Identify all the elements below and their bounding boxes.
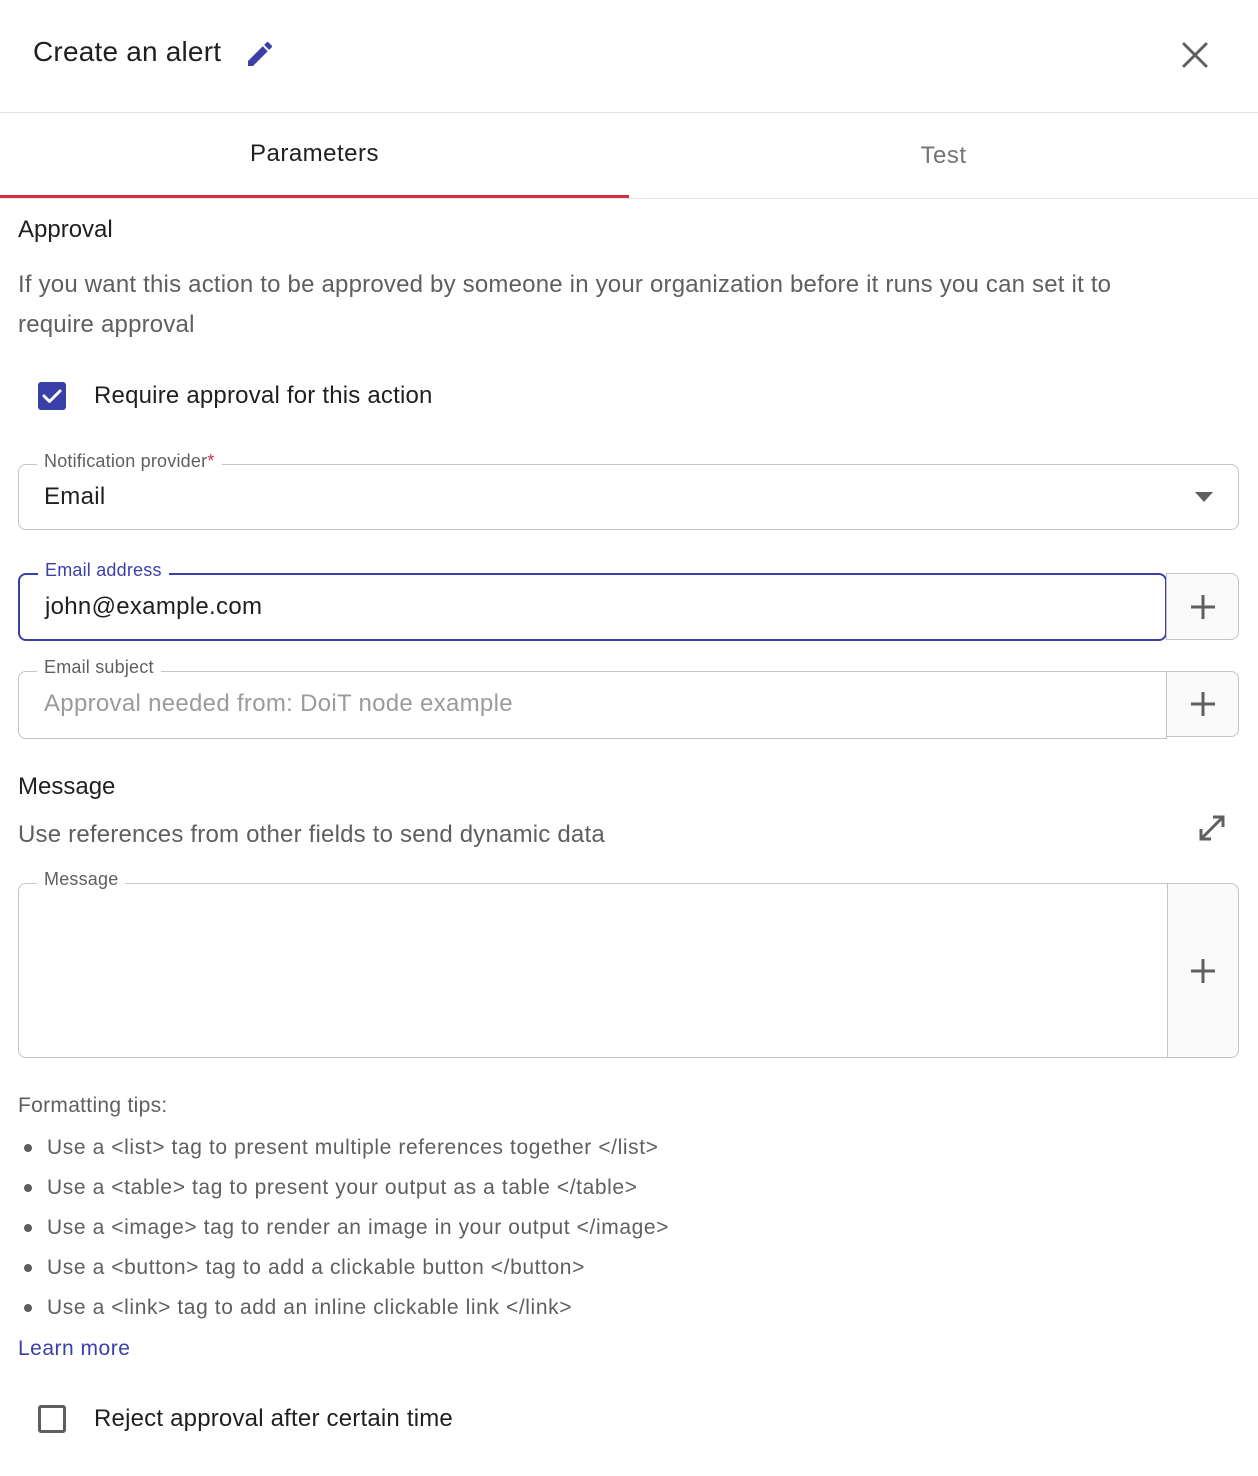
- bullet: [24, 1184, 32, 1192]
- close-icon: [1178, 38, 1212, 72]
- learn-more-link[interactable]: Learn more: [18, 1337, 131, 1360]
- approval-description-line1: If you want this action to be approved by someone in your organization before it runs you can set it to: [18, 271, 1112, 298]
- reject-approval-checkbox-row[interactable]: [38, 1405, 453, 1433]
- pencil-icon: [244, 38, 276, 70]
- list-item: Use a <table> tag to present your output as a table </table>: [24, 1168, 669, 1208]
- tab-parameters[interactable]: Parameters: [0, 113, 629, 198]
- reject-approval-label: Reject approval after certain time: [94, 1405, 453, 1432]
- require-approval-label: Require approval for this action: [94, 382, 433, 409]
- notification-provider-label: Notification provider*: [37, 451, 222, 472]
- approval-description-line2: require approval: [18, 311, 195, 338]
- expand-icon: [1196, 812, 1228, 844]
- email-subject-label: Email subject: [37, 657, 161, 678]
- list-item: Use a <image> tag to render an image in your output </image>: [24, 1208, 669, 1248]
- notification-provider-value: Email: [44, 483, 106, 510]
- plus-icon: [1188, 689, 1218, 719]
- email-address-input[interactable]: john@example.com: [45, 593, 263, 620]
- required-mark: *: [207, 451, 215, 471]
- list-item: Use a <button> tag to add a clickable button </button>: [24, 1248, 669, 1288]
- email-address-add-reference-button[interactable]: [1166, 573, 1239, 640]
- message-heading: Message: [18, 773, 116, 800]
- message-description: Use references from other fields to send dynamic data: [18, 821, 605, 848]
- email-subject-input[interactable]: Approval needed from: DoiT node example: [44, 690, 513, 717]
- bullet: [24, 1224, 32, 1232]
- reject-approval-checkbox[interactable]: [38, 1405, 66, 1433]
- expand-message-button[interactable]: [1196, 812, 1228, 844]
- formatting-tips-list: [24, 1128, 669, 1328]
- require-approval-checkbox-row[interactable]: [38, 382, 433, 410]
- dialog-title: Create an alert: [33, 36, 222, 67]
- close-button[interactable]: [1178, 38, 1212, 72]
- dialog-header: [0, 0, 1258, 113]
- require-approval-checkbox[interactable]: [38, 382, 66, 410]
- message-add-reference-button[interactable]: [1167, 883, 1239, 1058]
- chevron-down-icon: [1195, 492, 1213, 502]
- bullet: [24, 1144, 32, 1152]
- email-subject-field[interactable]: [18, 657, 1167, 739]
- formatting-tips-title: Formatting tips:: [18, 1094, 168, 1117]
- message-field-label: Message: [37, 869, 125, 890]
- bullet: [24, 1304, 32, 1312]
- bullet: [24, 1264, 32, 1272]
- email-address-field[interactable]: [18, 560, 1167, 641]
- email-address-label: Email address: [38, 560, 169, 581]
- edit-title-button[interactable]: [244, 38, 276, 70]
- notification-provider-select[interactable]: [18, 451, 1239, 530]
- check-icon: [38, 382, 66, 410]
- plus-icon: [1188, 592, 1218, 622]
- email-subject-add-reference-button[interactable]: [1166, 671, 1239, 737]
- list-item: Use a <link> tag to add an inline clickable link </link>: [24, 1288, 669, 1328]
- tab-bar: [0, 113, 1258, 199]
- message-textarea[interactable]: [18, 869, 1168, 1058]
- approval-heading: Approval: [18, 216, 113, 243]
- plus-icon: [1188, 956, 1218, 986]
- list-item: Use a <list> tag to present multiple references together </list>: [24, 1128, 669, 1168]
- tab-test[interactable]: Test: [920, 141, 967, 169]
